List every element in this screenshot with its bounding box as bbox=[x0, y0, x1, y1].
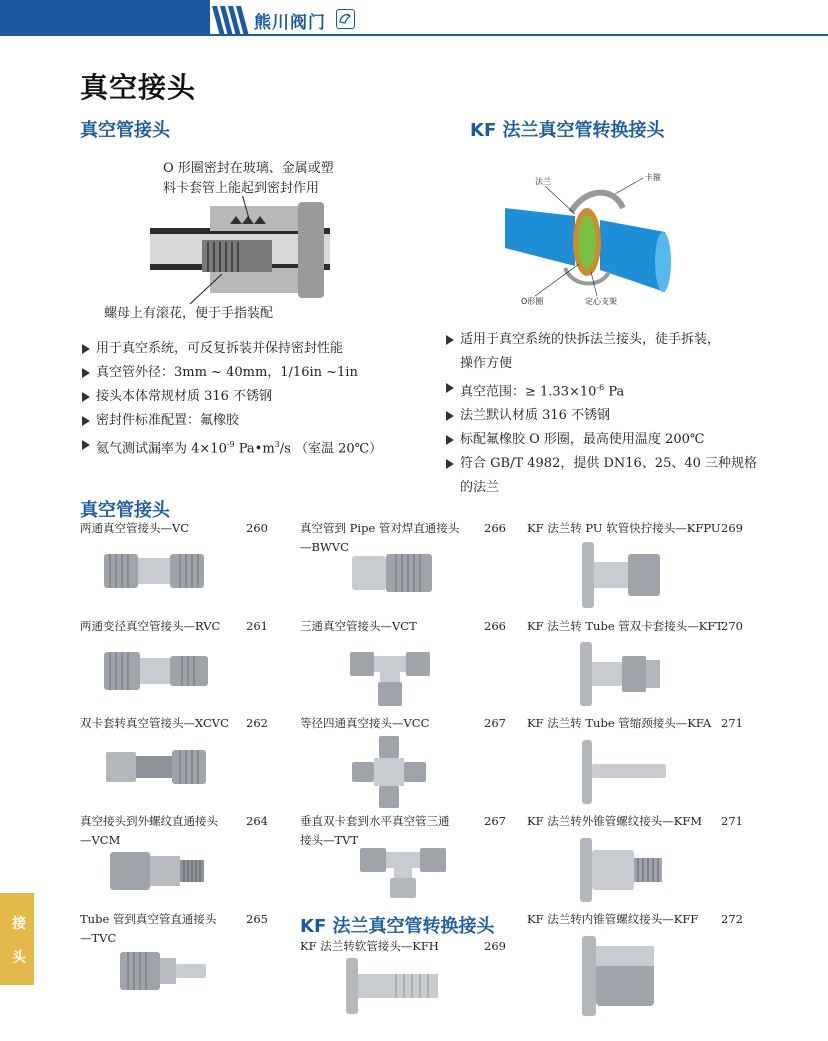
product-image-vcm bbox=[110, 848, 206, 894]
product-page: 261 bbox=[246, 619, 268, 633]
header-blue-band bbox=[0, 0, 210, 34]
product-image-vc bbox=[104, 548, 204, 594]
side-section-tab[interactable] bbox=[0, 893, 34, 985]
product-page: 266 bbox=[484, 619, 506, 633]
kf-feature-item: 符合 GB/T 4982，提供 DN16、25、40 三种规格 的法兰 bbox=[444, 452, 774, 500]
label-oring: O形圈 bbox=[521, 297, 544, 306]
label-flange: 法兰 bbox=[535, 177, 551, 186]
product-image-xcvc bbox=[106, 744, 206, 790]
product-page: 260 bbox=[246, 521, 268, 535]
header-stripes-icon bbox=[210, 6, 250, 36]
product-page: 271 bbox=[721, 814, 743, 828]
label-center-ring: 定心支架 bbox=[585, 297, 617, 306]
product-page: 272 bbox=[721, 912, 743, 926]
product-image-kft bbox=[580, 642, 660, 706]
callout-knurled-nut: 螺母上有滚花，便于手指装配 bbox=[104, 306, 274, 321]
vacuum-section-title: 真空管接头 bbox=[80, 120, 170, 141]
kf-flange-clamp-illustration bbox=[505, 168, 685, 308]
product-page: 267 bbox=[484, 814, 506, 828]
vacuum-feature-list bbox=[80, 337, 420, 461]
catalog-title: 真空管接头 bbox=[80, 500, 170, 521]
product-image-kfm bbox=[580, 838, 662, 902]
side-tab-char: 头 bbox=[12, 950, 26, 966]
product-name: 两通真空管接头—VC bbox=[80, 521, 190, 535]
product-page: 267 bbox=[484, 716, 506, 730]
product-name: KF 法兰转软管接头—KFH bbox=[300, 939, 439, 953]
product-image-bwvc bbox=[352, 552, 432, 594]
product-page: 266 bbox=[484, 521, 506, 535]
vacuum-feature-item: 真空管外径：3mm ~ 40mm，1/16in ~1in bbox=[80, 361, 420, 385]
kf-section-title: KF 法兰真空管转换接头 bbox=[470, 120, 665, 141]
product-page: 270 bbox=[721, 619, 743, 633]
product-image-tvt bbox=[360, 844, 446, 900]
kf-feature-item: 法兰默认材质 316 不锈钢 bbox=[444, 404, 774, 428]
product-name: KF 法兰转 Tube 管缩颈接头—KFA bbox=[527, 716, 712, 730]
header-bar bbox=[0, 0, 828, 40]
product-page: 271 bbox=[721, 716, 743, 730]
product-tvc[interactable] bbox=[80, 910, 270, 950]
product-name: 双卡套转真空管接头—XCVC bbox=[80, 716, 229, 730]
product-image-vct bbox=[350, 646, 430, 708]
product-image-kfpu bbox=[582, 542, 660, 608]
product-name: Tube 管到真空管直通接头 —TVC bbox=[80, 912, 217, 945]
callout-oring-line1: O 形圈密封在玻璃、金属或塑 bbox=[163, 161, 334, 176]
product-name: 真空接头到外螺纹直通接头 —VCM bbox=[80, 814, 218, 847]
product-page: 269 bbox=[484, 939, 506, 953]
side-tab-char: 接 bbox=[12, 916, 26, 932]
kf-feature-item-vacuum-range: 真空范围：≥ $1.33\times 10^{-6}$ Pa bbox=[444, 376, 774, 404]
product-image-vcc bbox=[352, 736, 426, 808]
product-name: KF 法兰转 Tube 管双卡套接头—KFT bbox=[527, 619, 724, 633]
product-name: 真空管到 Pipe 管对焊直通接头 —BWVC bbox=[300, 521, 460, 554]
vacuum-fitting-cutaway-illustration bbox=[150, 196, 330, 306]
label-clamp: 卡箍 bbox=[645, 173, 661, 182]
product-name: 三通真空管接头—VCT bbox=[300, 619, 417, 633]
product-name: KF 法兰转外锥管螺纹接头—KFM bbox=[527, 814, 703, 828]
product-page: 264 bbox=[246, 814, 268, 828]
product-image-tvc bbox=[120, 950, 206, 992]
vacuum-feature-item: 接头本体常规材质 316 不锈钢 bbox=[80, 385, 420, 409]
kf-feature-item: 适用于真空系统的快拆法兰接头，徒手拆装， 操作方便 bbox=[444, 328, 774, 376]
kf-feature-item: 标配氟橡胶 O 形圈，最高使用温度 200℃ bbox=[444, 428, 774, 452]
callout-oring-line2: 料卡套管上能起到密封作用 bbox=[163, 181, 320, 196]
brand-name: 熊川阀门 bbox=[254, 13, 326, 33]
product-image-kfh bbox=[346, 958, 438, 1014]
product-page: 262 bbox=[246, 716, 268, 730]
product-name: KF 法兰转内锥管螺纹接头—KFF bbox=[527, 912, 699, 926]
product-name: 等径四通真空接头—VCC bbox=[300, 716, 430, 730]
product-vcm[interactable] bbox=[80, 812, 270, 852]
vacuum-feature-item: 用于真空系统，可反复拆装并保持密封性能 bbox=[80, 337, 420, 361]
brand-logo-icon bbox=[336, 9, 355, 29]
product-image-kff bbox=[582, 936, 654, 1016]
vacuum-feature-item: 密封件标准配置：氟橡胶 bbox=[80, 409, 420, 433]
callout-oring bbox=[163, 159, 334, 199]
kf-feature-list bbox=[444, 328, 774, 500]
product-page: 265 bbox=[246, 912, 268, 926]
vacuum-feature-item-leak-rate: 氦气测试漏率为 $4\times 10^{-9}$ $Pa•m^3/s$ （室温 20℃） bbox=[80, 433, 420, 461]
product-image-kfa bbox=[582, 740, 666, 804]
product-page: 269 bbox=[721, 521, 743, 535]
product-name: 两通变径真空管接头—RVC bbox=[80, 619, 221, 633]
product-image-rvc bbox=[104, 648, 208, 694]
page-title: 真空接头 bbox=[80, 71, 197, 104]
kf-catalog-title: KF 法兰真空管转换接头 bbox=[300, 916, 495, 937]
product-name: KF 法兰转 PU 软管快拧接头—KFPU bbox=[527, 521, 721, 535]
header-rule bbox=[0, 34, 828, 36]
product-name: 垂直双卡套到水平真空管三通 接头—TVT bbox=[300, 814, 450, 847]
